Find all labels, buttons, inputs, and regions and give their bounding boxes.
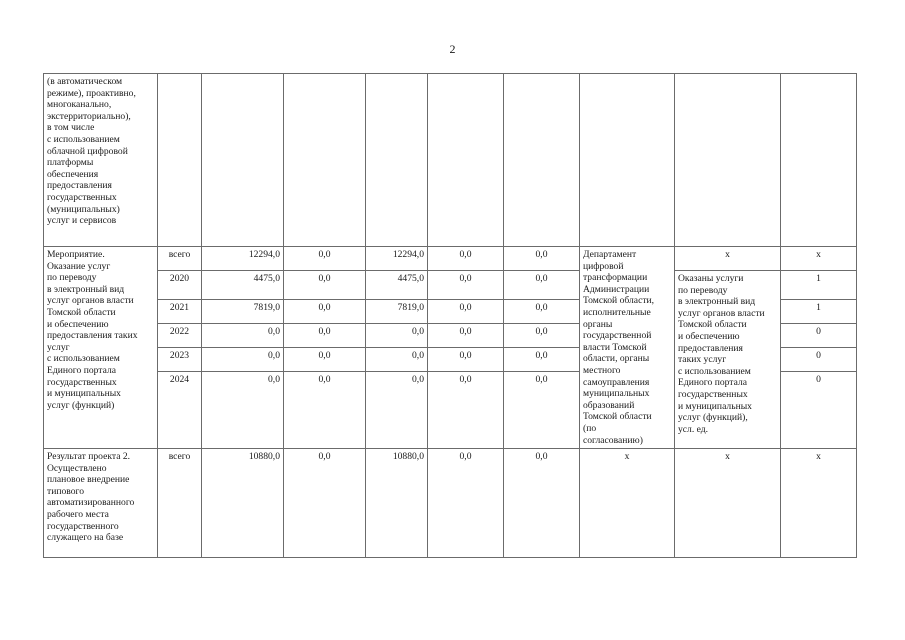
federal-cell: 0,0 (284, 372, 366, 449)
empty-cell (504, 74, 580, 247)
value-cell: 1 (781, 300, 857, 324)
indicator-total-cell: х (675, 247, 781, 271)
other-cell: 0,0 (504, 271, 580, 300)
other-cell: 0,0 (504, 449, 580, 558)
value-cell: 0 (781, 372, 857, 449)
federal-cell: 0,0 (284, 300, 366, 324)
local-cell: 0,0 (428, 348, 504, 372)
empty-cell (202, 74, 284, 247)
year-cell: 2022 (158, 324, 202, 348)
local-cell: 0,0 (428, 300, 504, 324)
federal-cell: 0,0 (284, 348, 366, 372)
regional-cell: 4475,0 (366, 271, 428, 300)
year-cell: 2023 (158, 348, 202, 372)
other-cell: 0,0 (504, 300, 580, 324)
other-cell: 0,0 (504, 324, 580, 348)
regional-cell: 0,0 (366, 324, 428, 348)
total-cell: 12294,0 (202, 247, 284, 271)
local-cell: 0,0 (428, 372, 504, 449)
year-cell: 2021 (158, 300, 202, 324)
table-row-result (44, 449, 857, 558)
year-cell: всего (158, 449, 202, 558)
empty-cell (284, 74, 366, 247)
federal-cell: 0,0 (284, 324, 366, 348)
other-cell: 0,0 (504, 372, 580, 449)
other-cell: 0,0 (504, 247, 580, 271)
executor-cell: Департамент цифровой трансформации Администрации Томской области, исполнительные органы государственной власти Томской области, органы местного самоуправления муниципальных образований Томской области (по согласованию) (580, 247, 675, 449)
continuation-description: (в автоматическом режиме), проактивно, многоканально, экстерриториально), в том числе с использованием облачной цифровой платформы обеспечения предоставления государственных (муниципальных) услуг и сервисов (44, 74, 158, 247)
table-row-continuation (44, 74, 857, 247)
federal-cell: 0,0 (284, 271, 366, 300)
result-description: Результат проекта 2. Осуществлено плановое внедрение типового автоматизированного рабочего места государственного служащего на базе (44, 449, 158, 558)
total-cell: 10880,0 (202, 449, 284, 558)
federal-cell: 0,0 (284, 449, 366, 558)
year-cell: 2024 (158, 372, 202, 449)
program-table (43, 73, 857, 558)
empty-cell (580, 74, 675, 247)
other-cell: 0,0 (504, 348, 580, 372)
empty-cell (428, 74, 504, 247)
table-row-measure-2020 (44, 271, 857, 300)
total-cell: 4475,0 (202, 271, 284, 300)
empty-cell (675, 74, 781, 247)
measure-description: Мероприятие. Оказание услуг по переводу в электронный вид услуг органов власти Томской области и обеспечению предоставления таких услуг с использованием Единого портала государственных и муниципальных услуг (функций) (44, 247, 158, 449)
executor-cell: х (580, 449, 675, 558)
indicator-name-cell: х (675, 449, 781, 558)
regional-cell: 7819,0 (366, 300, 428, 324)
regional-cell: 0,0 (366, 348, 428, 372)
regional-cell: 0,0 (366, 372, 428, 449)
total-cell: 0,0 (202, 372, 284, 449)
empty-cell (781, 74, 857, 247)
regional-cell: 12294,0 (366, 247, 428, 271)
total-cell: 0,0 (202, 324, 284, 348)
page-number: 2 (449, 42, 456, 56)
year-cell: всего (158, 247, 202, 271)
empty-cell (158, 74, 202, 247)
total-cell: 0,0 (202, 348, 284, 372)
value-cell: 0 (781, 348, 857, 372)
local-cell: 0,0 (428, 247, 504, 271)
local-cell: 0,0 (428, 449, 504, 558)
indicator-name-cell: Оказаны услуги по переводу в электронный вид услуг органов власти Томской области и обеспечению предоставления таких услуг с использованием Единого портала государственных и муниципальных услуг (функций), усл. ед. (675, 271, 781, 449)
value-cell: 1 (781, 271, 857, 300)
value-cell: 0 (781, 324, 857, 348)
local-cell: 0,0 (428, 324, 504, 348)
regional-cell: 10880,0 (366, 449, 428, 558)
value-cell: х (781, 247, 857, 271)
value-cell: х (781, 449, 857, 558)
federal-cell: 0,0 (284, 247, 366, 271)
empty-cell (366, 74, 428, 247)
table-row-measure-total (44, 247, 857, 271)
local-cell: 0,0 (428, 271, 504, 300)
year-cell: 2020 (158, 271, 202, 300)
total-cell: 7819,0 (202, 300, 284, 324)
